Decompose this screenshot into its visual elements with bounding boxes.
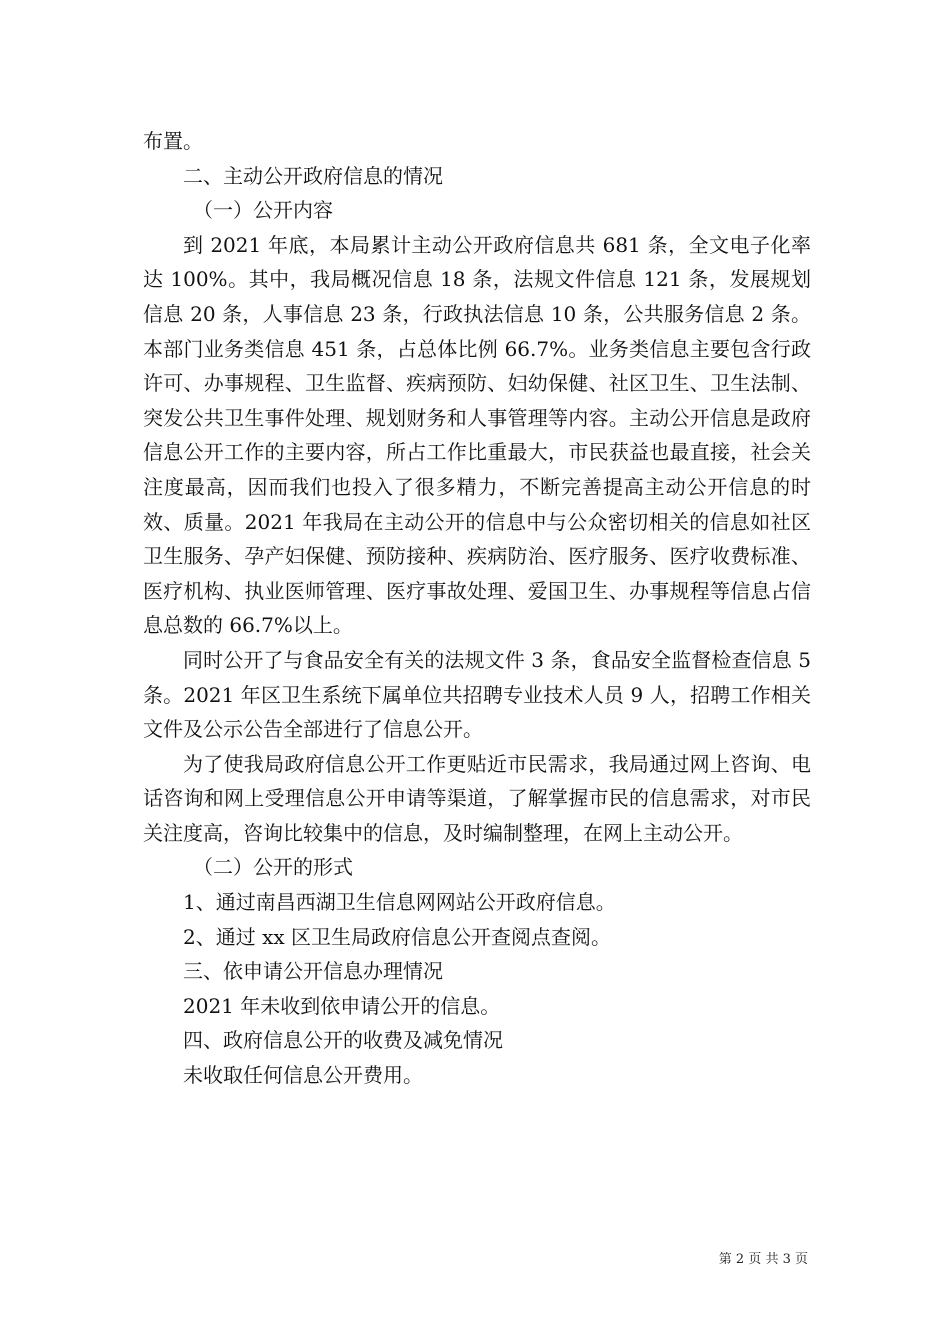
paragraph-content-summary: 到 2021 年底，本局累计主动公开政府信息共 681 条，全文电子化率达 100%。其中，我局概况信息 18 条，法规文件信息 121 条，发展规划信息 20 条，人事信息 23 条，行政执法信息 10 条，公共服务信息 2 条。本部门业务类信息 451 条，占总体比例 66.7%。业务类信息主要包含行政许可、办事规程、卫生监督、疾病预防、妇幼保健、社区卫生、卫生法制、突发公共卫生事件处理、规划财务和人事管理等内容。主动公开信息是政府信息公开工作的主要内容，所占工作比重最大，市民获益也最直接，社会关注度最高，因而我们也投入了很多精力，不断完善提高主动公开信息的时效、质量。2021 年我局在主动公开的信息中与公众密切相关的信息如社区卫生服务、孕产妇保健、预防接种、疾病防治、医疗服务、医疗收费标准、医疗机构、执业医师管理、医疗事故处理、爱国卫生、办事规程等信息占信息总数的 66.7%以上。	[143, 232, 811, 638]
section-heading-4: 四、政府信息公开的收费及减免情况	[183, 1028, 503, 1053]
paragraph-application: 2021 年未收到依申请公开的信息。	[183, 993, 501, 1018]
paragraph-citizen-needs: 为了使我局政府信息公开工作更贴近市民需求，我局通过网上咨询、电话咨询和网上受理信息公开申请等渠道，了解掌握市民的信息需求，对市民关注度高，咨询比较集中的信息，及时编制整理，在网上主动公开。	[143, 751, 811, 845]
section-heading-3: 三、依申请公开信息办理情况	[183, 959, 443, 984]
list-item-reading-point: 2、通过 xx 区卫生局政府信息公开查阅点查阅。	[183, 924, 611, 949]
paragraph-fees: 未收取任何信息公开费用。	[183, 1063, 423, 1088]
page-number-footer: 第 2 页 共 3 页	[718, 1252, 808, 1267]
document-body	[143, 124, 811, 1093]
subsection-heading-2: （二）公开的形式	[193, 855, 353, 880]
paragraph-food-safety: 同时公开了与食品安全有关的法规文件 3 条，食品安全监督检查信息 5 条。2021 年区卫生系统下属单位共招聘专业技术人员 9 人，招聘工作相关文件及公示公告全部进行了信息公开。	[143, 647, 811, 742]
subsection-heading-1: （一）公开内容	[193, 198, 333, 223]
list-item-website: 1、通过南昌西湖卫生信息网网站公开政府信息。	[183, 890, 616, 915]
section-heading-2: 二、主动公开政府信息的情况	[183, 163, 443, 188]
paragraph-continuation: 布置。	[143, 129, 203, 153]
